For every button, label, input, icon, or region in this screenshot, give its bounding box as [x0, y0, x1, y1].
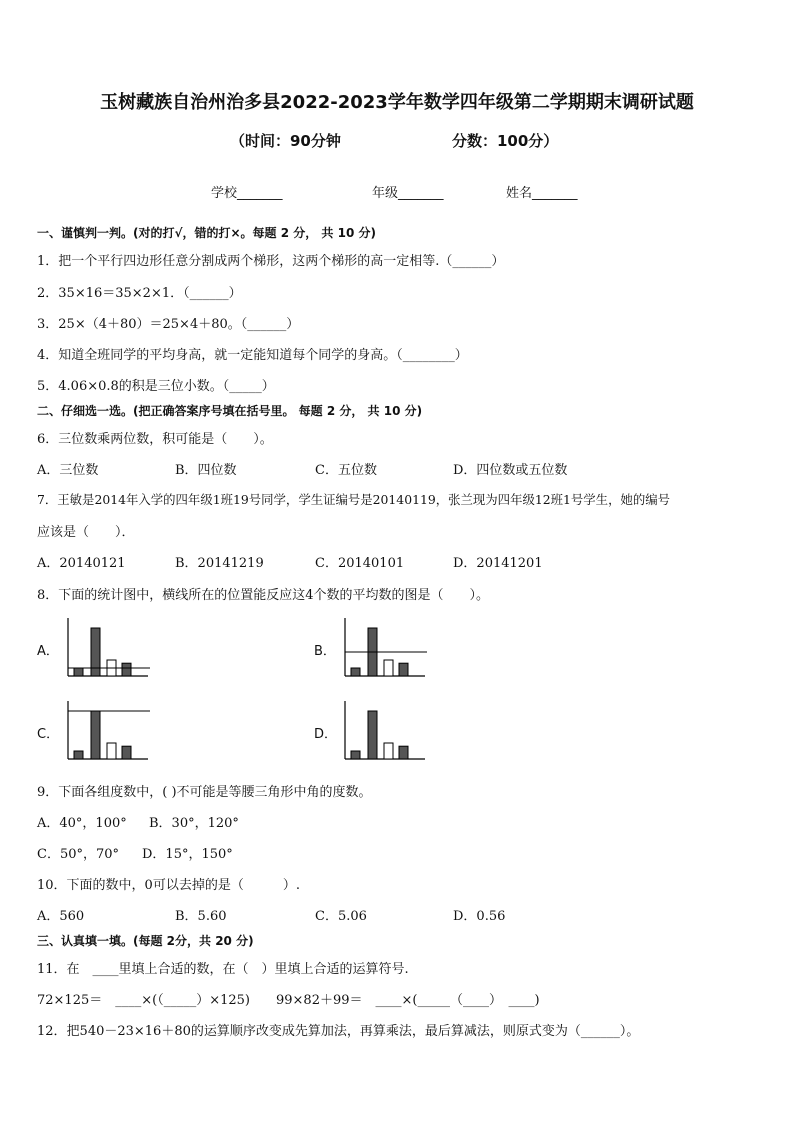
- q7-option-d: D．20141201: [453, 556, 543, 571]
- chart-c-label: C．: [37, 727, 60, 742]
- q6-option-b: B．四位数: [175, 463, 237, 478]
- q9-option-b: B．30°，120°: [149, 816, 239, 831]
- school-field: 学校_______: [211, 186, 283, 201]
- question-8: 8．下面的统计图中，横线所在的位置能反应这4个数的平均数的图是（ ）。: [37, 588, 490, 603]
- question-11-part-b: 99×82＋99＝ ____×(_____（____） ____): [276, 993, 540, 1008]
- bar-3: [384, 743, 393, 759]
- q9-option-c: C．50°，70°: [37, 847, 120, 862]
- page-title: 玉树藏族自治州治多县2022-2023学年数学四年级第二学期期末调研试题: [100, 92, 694, 113]
- q7-option-a: A．20140121: [37, 556, 126, 571]
- bar-1: [351, 668, 360, 676]
- bar-chart-c: [66, 701, 156, 761]
- bar-1: [351, 751, 360, 759]
- question-3: 3．25×（4＋80）＝25×4＋80。（______）: [37, 317, 300, 332]
- question-1: 1．把一个平行四边形任意分割成两个梯形，这两个梯形的高一定相等.（______）: [37, 254, 505, 269]
- bar-4: [399, 663, 408, 676]
- question-11: 11．在 ____里填上合适的数，在（ ）里填上合适的运算符号.: [37, 962, 409, 977]
- bar-1: [74, 751, 83, 759]
- chart-a-label: A．: [37, 644, 59, 659]
- bar-4: [122, 746, 131, 759]
- exam-time: （时间：90分钟: [230, 132, 341, 150]
- chart-b-label: B．: [314, 644, 336, 659]
- question-4: 4．知道全班同学的平均身高，就一定能知道每个同学的身高。（________）: [37, 348, 468, 363]
- grade-field: 年级_______: [372, 186, 444, 201]
- bar-3: [384, 660, 393, 676]
- question-2: 2．35×16＝35×2×1．（______）: [37, 286, 242, 301]
- bar-4: [122, 663, 131, 676]
- q6-option-a: A．三位数: [37, 463, 99, 478]
- q9-option-d: D．15°，150°: [142, 847, 233, 862]
- bar-4: [399, 746, 408, 759]
- section1-heading: 一、谨慎判一判。(对的打√，错的打×。每题 2 分， 共 10 分): [37, 226, 376, 240]
- bar-chart-d: [343, 701, 433, 761]
- q7-option-c: C．20140101: [315, 556, 405, 571]
- q7-option-b: B．20141219: [175, 556, 264, 571]
- name-field: 姓名_______: [506, 186, 578, 201]
- q9-option-a: A．40°，100°: [37, 816, 127, 831]
- bar-1: [74, 668, 83, 676]
- bar-2: [368, 711, 377, 759]
- question-10: 10．下面的数中，0可以去掉的是（ ）.: [37, 878, 300, 893]
- bar-3: [107, 743, 116, 759]
- question-7-line1: 7．王敏是2014年入学的四年级1班19号同学，学生证编号是20140119，张兰现为四年级12班1号学生，她的编号: [37, 492, 671, 507]
- question-11-part-a: 72×125＝ ____×(（_____）×125): [37, 993, 250, 1008]
- exam-score: 分数：100分）: [452, 132, 559, 150]
- section3-heading: 三、认真填一填。(每题 2分，共 20 分): [37, 934, 254, 948]
- q10-option-a: A．560: [37, 909, 85, 924]
- q6-option-c: C．五位数: [315, 463, 377, 478]
- question-5: 5．4.06×0.8的积是三位小数。（_____）: [37, 379, 275, 394]
- bar-chart-a: [66, 618, 156, 678]
- question-9: 9．下面各组度数中，( )不可能是等腰三角形中角的度数。: [37, 785, 372, 800]
- chart-d-label: D．: [314, 727, 338, 742]
- q10-option-d: D．0.56: [453, 909, 506, 924]
- q10-option-b: B．5.60: [175, 909, 227, 924]
- bar-2: [91, 628, 100, 676]
- q6-option-d: D．四位数或五位数: [453, 463, 568, 478]
- q10-option-c: C．5.06: [315, 909, 367, 924]
- section2-heading: 二、仔细选一选。(把正确答案序号填在括号里。 每题 2 分， 共 10 分): [37, 404, 423, 418]
- bar-chart-b: [343, 618, 433, 678]
- question-7-line2: 应该是（ ）．: [37, 525, 135, 540]
- bar-2: [91, 711, 100, 759]
- question-12: 12．把540－23×16＋80的运算顺序改变成先算加法，再算乘法，最后算减法，则原式变为（______）。: [37, 1024, 640, 1039]
- question-6: 6．三位数乘两位数，积可能是（ ）。: [37, 432, 273, 447]
